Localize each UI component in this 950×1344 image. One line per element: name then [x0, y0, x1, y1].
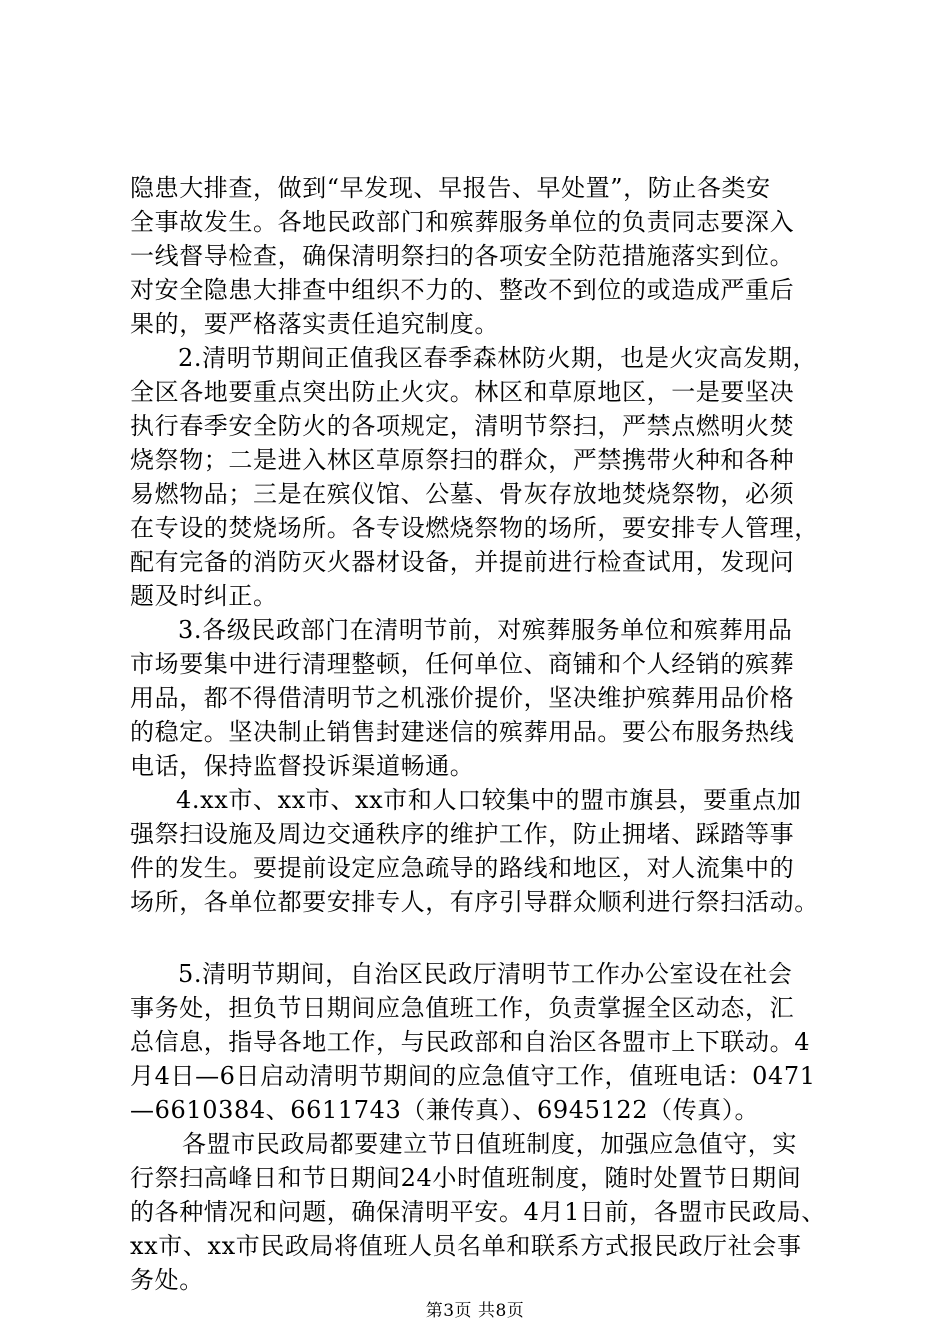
text-line: 在专设的焚烧场所。各专设燃烧祭物的场所，要安排专人管理，: [130, 514, 819, 542]
text-line: 电话，保持监督投诉渠道畅通。: [130, 752, 475, 780]
text-line: 易燃物品；三是在殡仪馆、公墓、骨灰存放地焚烧祭物，必须: [130, 480, 795, 508]
text-line: 4.xx市、xx市、xx市和人口较集中的盟市旗县，要重点加: [176, 786, 802, 814]
text-line: 一线督导检查，确保清明祭扫的各项安全防范措施落实到位。: [130, 242, 795, 270]
text-line: 的各种情况和问题，确保清明平安。4月1日前，各盟市民政局、: [130, 1198, 826, 1226]
text-line: 市场要集中进行清理整顿，任何单位、商铺和个人经销的殡葬: [130, 650, 795, 678]
text-line: 月4日—6日启动清明节期间的应急值守工作，值班电话：0471: [130, 1062, 816, 1090]
text-line: 5.清明节期间，自治区民政厅清明节工作办公室设在社会: [178, 960, 793, 988]
text-line: 用品，都不得借清明节之机涨价提价，坚决维护殡葬用品价格: [130, 684, 795, 712]
text-line: 务处。: [130, 1266, 204, 1294]
text-line: 隐患大排查，做到“早发现、早报告、早处置”，防止各类安: [130, 174, 771, 202]
text-line: 题及时纠正。: [130, 582, 278, 610]
text-line: 对安全隐患大排查中组织不力的、整改不到位的或造成严重后: [130, 276, 795, 304]
text-line: 3.各级民政部门在清明节前，对殡葬服务单位和殡葬用品: [178, 616, 793, 644]
text-line: 总信息，指导各地工作，与民政部和自治区各盟市上下联动。4: [130, 1028, 811, 1056]
text-line: 执行春季安全防火的各项规定，清明节祭扫，严禁点燃明火焚: [130, 412, 795, 440]
text-line: 件的发生。要提前设定应急疏导的路线和地区，对人流集中的: [130, 854, 795, 882]
text-line: 果的，要严格落实责任追究制度。: [130, 310, 499, 338]
text-line: xx市、xx市民政局将值班人员名单和联系方式报民政厅社会事: [130, 1232, 802, 1260]
text-line: 场所，各单位都要安排专人，有序引导群众顺利进行祭扫活动。: [130, 888, 819, 916]
text-line: 烧祭物；二是进入林区草原祭扫的群众，严禁携带火种和各种: [130, 446, 795, 474]
text-line: 2.清明节期间正值我区春季森林防火期，也是火灾高发期，: [178, 344, 818, 372]
text-line: 行祭扫高峰日和节日期间24小时值班制度，随时处置节日期间: [130, 1164, 802, 1192]
text-line: 各盟市民政局都要建立节日值班制度，加强应急值守，实: [182, 1130, 797, 1158]
text-line: 强祭扫设施及周边交通秩序的维护工作，防止拥堵、踩踏等事: [130, 820, 795, 848]
text-line: —6610384、6611743（兼传真）、6945122（传真）。: [130, 1096, 760, 1124]
text-line: 配有完备的消防灭火器材设备，并提前进行检查试用，发现问: [130, 548, 795, 576]
text-line: 事务处，担负节日期间应急值班工作，负责掌握全区动态，汇: [130, 994, 795, 1022]
text-line: 的稳定。坚决制止销售封建迷信的殡葬用品。要公布服务热线: [130, 718, 795, 746]
text-line: 全区各地要重点突出防止火灾。林区和草原地区，一是要坚决: [130, 378, 795, 406]
text-line: 全事故发生。各地民政部门和殡葬服务单位的负责同志要深入: [130, 208, 795, 236]
page-footer: 第3页 共8页: [425, 1301, 525, 1321]
